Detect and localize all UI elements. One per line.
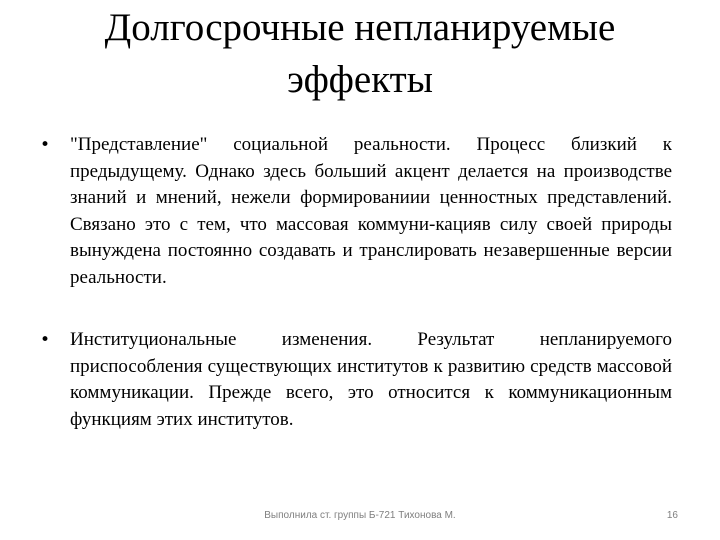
bullet-dot-icon: • xyxy=(40,135,51,155)
page-number: 16 xyxy=(666,510,678,521)
bullet-item-institutional-changes xyxy=(40,327,672,433)
slide-title-line-1: Долгосрочные непланируемые xyxy=(104,6,616,49)
bullet-dot-icon: • xyxy=(40,330,51,350)
slide-title-line-2: эффекты xyxy=(287,58,433,101)
bullet-item-social-reality xyxy=(40,132,672,291)
slide-title xyxy=(40,2,680,106)
bullet-list xyxy=(40,132,672,433)
bullet-text: "Представление" социальной реальности. Процесс близкий к предыдущему. Однако здесь больший акцент делается на производстве знаний и мнений, нежели формированиии ценностных представлений. Связано это с тем, что массовая коммуни-кацияв силу своей природы вынуждена постоянно создавать и транслировать незавершенные версии реальности. xyxy=(70,134,672,288)
footer-author: Выполнила ст. группы Б-721 Тихонова М. xyxy=(264,510,456,521)
bullet-text: Институциональные изменения. Результат непланируемого приспособления существующих институтов к развитию средств массовой коммуникации. Прежде всего, это относится к коммуникационным функциям этих институтов. xyxy=(70,329,672,430)
